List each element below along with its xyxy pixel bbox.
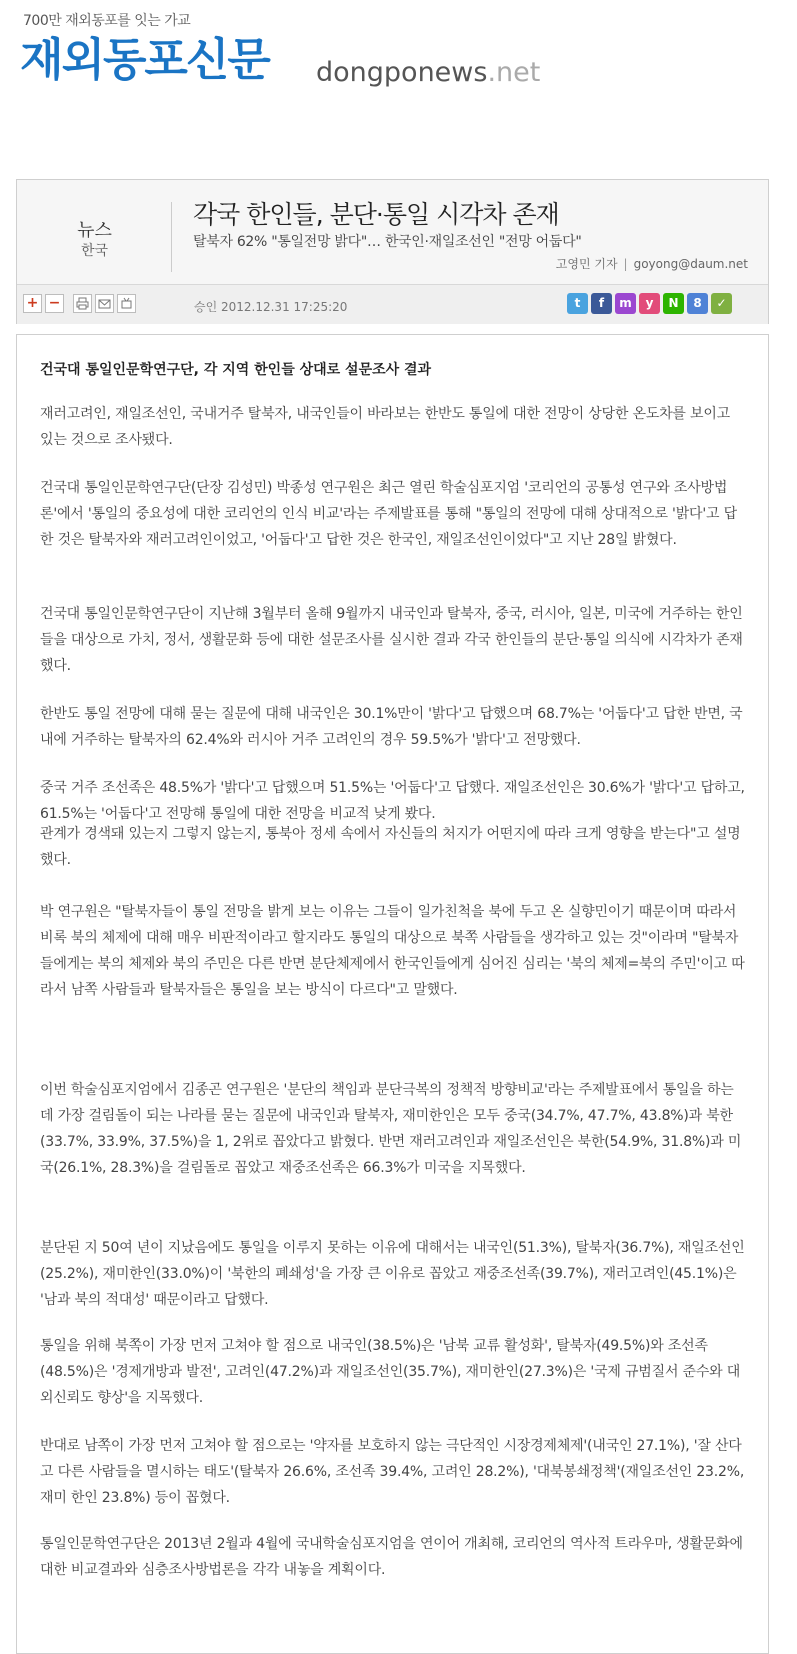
- article-subheadline: 탈북자 62% "통일전망 밝다"… 한국인·재일조선인 "전망 어둡다": [193, 234, 582, 250]
- naver-share-icon[interactable]: N: [663, 293, 684, 314]
- me2day-share-icon[interactable]: m: [615, 293, 636, 314]
- article-paragraph: 관계가 경색돼 있는지 그렇지 않는지, 통북아 정세 속에서 자신들의 처지가 어떤지에 따라 크게 영향을 받는다"고 설명했다.: [40, 826, 741, 868]
- article-paragraph: 통일인문학연구단은 2013년 2월과 4월에 국내학술심포지엄을 연이어 개최해, 코리언의 역사적 트라우마, 생활문화에 대한 비교결과와 심층조사방법론을 각각 내놓을 계획이다.: [40, 1536, 743, 1578]
- logo-tld: .net: [487, 57, 541, 88]
- approval-date: 승인 2012.12.31 17:25:20: [194, 300, 348, 314]
- reporter-name: 고영민 기자: [555, 257, 618, 271]
- article-paragraph: 재러고려인, 재일조선인, 국내거주 탈북자, 내국인들이 바라보는 한반도 통일에 대한 전망이 상당한 온도차를 보이고 있는 것으로 조사됐다.: [40, 406, 730, 448]
- site-tagline: 700만 재외동포를 잇는 가교: [23, 13, 191, 29]
- email-article-icon[interactable]: [95, 294, 114, 313]
- article-paragraph: 건국대 통일인문학연구단이 지난해 3월부터 올해 9월까지 내국인과 탈북자, 중국, 러시아, 일본, 미국에 거주하는 한인들을 대상으로 가치, 정서, 생활문화 등에 대한 설문조사를 실시한 결과 각국 한인들의 분단·통일 의식에 시각차가 존재했다.: [40, 606, 743, 674]
- twitter-share-icon[interactable]: t: [567, 293, 588, 314]
- font-decrease-button[interactable]: −: [45, 294, 64, 313]
- facebook-share-icon[interactable]: f: [591, 293, 612, 314]
- bookmark-share-icon[interactable]: ✓: [711, 293, 732, 314]
- section-label: [17, 180, 172, 280]
- site-masthead: [20, 8, 580, 88]
- header-divider: [171, 202, 172, 272]
- article-paragraph: 중국 거주 조선족은 48.5%가 '밝다'고 답했으며 51.5%는 '어둡다'고 답했다. 재일조선인은 30.6%가 '밝다'고 답하고, 61.5%는 '어둡다'고 전망해 통일에 대한 전망을 비교적 낮게 봤다.: [40, 780, 745, 822]
- scrap-icon[interactable]: [117, 294, 136, 313]
- site-logo[interactable]: 재외동포신문: [20, 33, 269, 86]
- byline-separator: |: [623, 257, 628, 271]
- article-header: [16, 179, 769, 324]
- article-paragraph: 분단된 지 50여 년이 지났음에도 통일을 이루지 못하는 이유에 대해서는 내국인(51.3%), 탈북자(36.7%), 재일조선인(25.2%), 재미한인(33.0%)이 '북한의 폐쇄성'을 가장 큰 이유로 꼽았고 재중조선족(39.7%), 재러고려인(45.1%)은 '남과 북의 적대성' 때문이라고 답했다.: [40, 1240, 745, 1308]
- font-increase-button[interactable]: +: [23, 294, 42, 313]
- section-name[interactable]: 뉴스: [77, 220, 112, 241]
- article-paragraph: 박 연구원은 "탈북자들이 통일 전망을 밝게 보는 이유는 그들이 일가친척을 북에 두고 온 실향민이기 때문이며 따라서 비록 북의 체제에 대해 매우 비판적이라고 할지라도 통일의 대상으로 북쪽 사람들을 생각하고 있는 것"이라며 "탈북자들에게는 북의 체제와 북의 주민은 다른 반면 분단체제에서 한국인들에게 심어진 심리는 '북의 체제=북의 주민'이고 따라서 남쪽 사람들과 탈북자들은 통일을 보는 방식이 다르다"고 말했다.: [40, 904, 745, 998]
- logo-domain: dongponews: [316, 57, 488, 88]
- byline: [556, 255, 748, 272]
- article-paragraph: 이번 학술심포지엄에서 김종곤 연구원은 '분단의 책임과 분단극복의 정책적 방향비교'라는 주제발표에서 통일을 하는 데 가장 걸림돌이 되는 나라를 묻는 질문에 내국인과 탈북자, 재미한인은 모두 중국(34.7%, 47.7%, 43.8%)과 북한(33.7%, 33.9%, 37.5%)을 1, 2위로 꼽았다고 밝혔다. 반면 재러고려인과 재일조선인은 북한(54.9%, 31.8%)과 미국(26.1%, 28.3%)을 걸림돌로 꼽았고 재중조선족은 66.3%가 미국을 지목했다.: [40, 1082, 742, 1176]
- article-paragraph: 통일을 위해 북쪽이 가장 먼저 고쳐야 할 점으로 내국인(38.5%)은 '남북 교류 활성화', 탈북자(49.5%)와 조선족(48.5%)은 '경제개방과 발전', 고려인(47.2%)과 재일조선인(35.7%), 재미한인(27.3%)은 '국제 규범질서 준수와 대외신뢰도 향상'을 지목했다.: [40, 1338, 741, 1406]
- article-lead: 건국대 통일인문학연구단, 각 지역 한인들 상대로 설문조사 결과: [40, 362, 432, 378]
- article-headline: 각국 한인들, 분단·통일 시각차 존재: [193, 200, 559, 229]
- site-domain-logo[interactable]: [316, 56, 540, 90]
- article-paragraph: 건국대 통일인문학연구단(단장 김성민) 박종성 연구원은 최근 열린 학술심포지엄 '코리언의 공통성 연구와 조사방법론'에서 '통일의 중요성에 대한 코리언의 인식 비교'라는 주제발표를 통해 "통일의 전망에 대해 상대적으로 '밝다'고 답한 것은 탈북자와 재러고려인이었고, '어둡다'고 답한 것은 한국인, 재일조선인이었다"고 지난 28일 밝혔다.: [40, 480, 737, 548]
- google-share-icon[interactable]: 8: [687, 293, 708, 314]
- subsection-name[interactable]: 한국: [80, 243, 109, 259]
- article-paragraph: 반대로 남쪽이 가장 먼저 고쳐야 할 점으로는 '약자를 보호하지 않는 극단적인 시장경제체제'(내국인 27.1%), '잘 산다고 다른 사람들을 멸시하는 태도'(탈북자 26.6%, 조선족 39.4%, 고려인 28.2%), '대북봉쇄정책'(재일조선인 23.2%, 재미 한인 23.8%) 등이 꼽혔다.: [40, 1438, 745, 1506]
- yozm-share-icon[interactable]: y: [639, 293, 660, 314]
- article-toolbar: [17, 284, 768, 324]
- print-icon[interactable]: [73, 294, 92, 313]
- article-body: [16, 334, 769, 1654]
- article-paragraph: 한반도 통일 전망에 대해 묻는 질문에 대해 내국인은 30.1%만이 '밝다'고 답했으며 68.7%는 '어둡다'고 답한 반면, 국내에 거주하는 탈북자의 62.4%와 러시아 거주 고려인의 경우 59.5%가 '밝다'고 전망했다.: [40, 706, 743, 748]
- reporter-email[interactable]: goyong@daum.net: [633, 257, 748, 271]
